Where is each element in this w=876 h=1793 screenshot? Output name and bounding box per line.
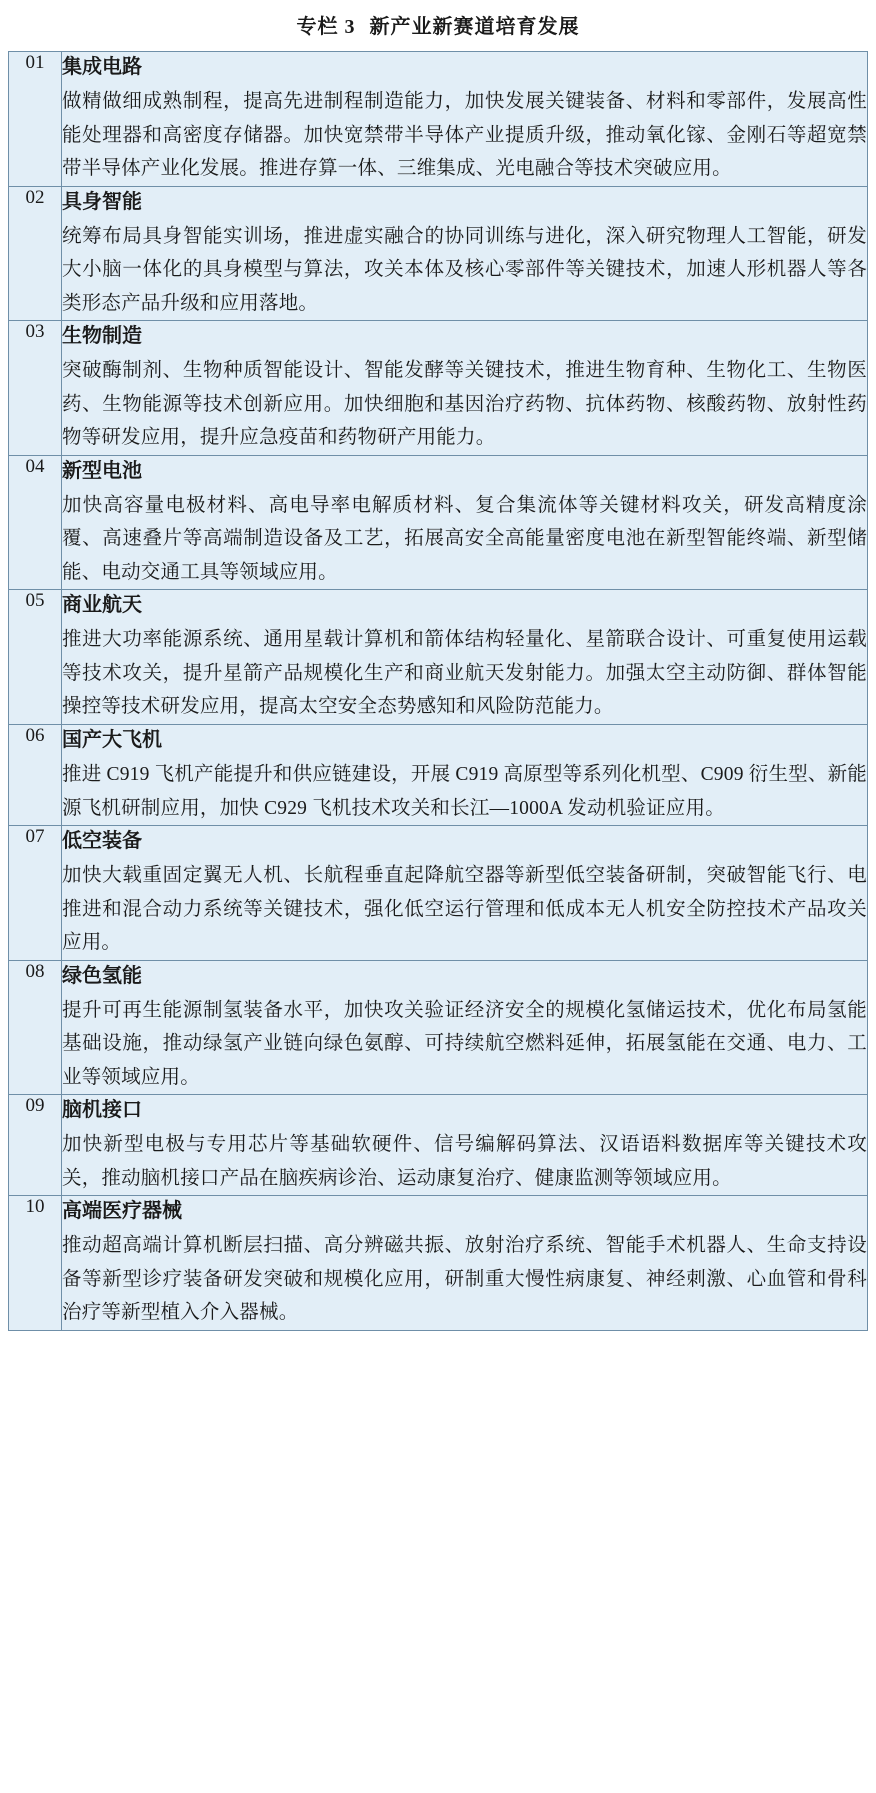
item-heading: 生物制造 <box>62 325 142 348</box>
item-heading: 新型电池 <box>62 459 142 482</box>
item-text: 推进大功率能源系统、通用星载计算机和箭体结构轻量化、星箭联合设计、可重复使用运载等技术攻关，提升星箭产品规模化生产和商业航天发射能力。加强太空主动防御、群体智能操控等技术研发应用，提高太空安全态势感知和风险防范能力。 <box>62 629 867 718</box>
table-row <box>9 724 868 825</box>
item-number: 04 <box>9 455 62 590</box>
item-body <box>62 826 868 961</box>
item-heading: 集成电路 <box>62 56 142 78</box>
item-body <box>62 1095 868 1196</box>
item-body <box>62 52 868 187</box>
box-title-text: 新产业新赛道培育发展 <box>369 16 580 38</box>
item-body <box>62 455 868 590</box>
item-body <box>62 590 868 725</box>
item-number: 05 <box>9 590 62 725</box>
item-text: 做精做细成熟制程，提高先进制程制造能力，加快发展关键装备、材料和零部件，发展高性能处理器和高密度存储器。加快宽禁带半导体产业提质升级，推动氧化镓、金刚石等超宽禁带半导体产业化发展。推进存算一体、三维集成、光电融合等技术突破应用。 <box>62 91 867 180</box>
item-body <box>62 186 868 321</box>
table-row <box>9 590 868 725</box>
item-text: 加快大载重固定翼无人机、长航程垂直起降航空器等新型低空装备研制，突破智能飞行、电推进和混合动力系统等关键技术，强化低空运行管理和低成本无人机安全防控技术产品攻关应用。 <box>62 865 867 954</box>
item-body <box>62 960 868 1095</box>
item-body <box>62 321 868 456</box>
page-title <box>0 0 876 51</box>
table-row <box>9 455 868 590</box>
table-row <box>9 826 868 961</box>
item-text: 统筹布局具身智能实训场，推进虚实融合的协同训练与进化，深入研究物理人工智能，研发大小脑一体化的具身模型与算法，攻关本体及核心零部件等关键技术，加速人形机器人等各类形态产品升级和应用落地。 <box>62 225 867 314</box>
item-heading: 绿色氢能 <box>62 964 142 987</box>
item-heading: 低空装备 <box>62 830 142 853</box>
item-body <box>62 724 868 825</box>
item-number: 02 <box>9 186 62 321</box>
table-row <box>9 960 868 1095</box>
item-heading: 高端医疗器械 <box>62 1200 182 1223</box>
item-number: 08 <box>9 960 62 1095</box>
item-number: 10 <box>9 1196 62 1331</box>
item-heading: 脑机接口 <box>62 1099 142 1122</box>
item-text: 加快新型电极与专用芯片等基础软硬件、信号编解码算法、汉语语料数据库等关键技术攻关，推动脑机接口产品在脑疾病诊治、运动康复治疗、健康监测等领域应用。 <box>62 1134 867 1189</box>
items-table <box>8 51 868 1331</box>
box-title-number: 专栏 3 <box>296 16 356 38</box>
table-row <box>9 1095 868 1196</box>
item-heading: 具身智能 <box>62 190 142 213</box>
item-number: 09 <box>9 1095 62 1196</box>
table-row <box>9 321 868 456</box>
item-number: 01 <box>9 52 62 187</box>
item-heading: 国产大飞机 <box>62 728 162 751</box>
item-text: 推进 C919 飞机产能提升和供应链建设，开展 C919 高原型等系列化机型、C909 衍生型、新能源飞机研制应用，加快 C929 飞机技术攻关和长江—1000A 发动机验证应用。 <box>62 763 867 819</box>
item-number: 07 <box>9 826 62 961</box>
item-body <box>62 1196 868 1331</box>
item-number: 03 <box>9 321 62 456</box>
table-row <box>9 1196 868 1331</box>
item-heading: 商业航天 <box>62 594 142 617</box>
item-text: 推动超高端计算机断层扫描、高分辨磁共振、放射治疗系统、智能手术机器人、生命支持设备等新型诊疗装备研发突破和规模化应用，研制重大慢性病康复、神经刺激、心血管和骨科治疗等新型植入介入器械。 <box>62 1235 867 1324</box>
table-row <box>9 52 868 187</box>
table-row <box>9 186 868 321</box>
item-text: 提升可再生能源制氢装备水平，加快攻关验证经济安全的规模化氢储运技术，优化布局氢能基础设施，推动绿氢产业链向绿色氨醇、可持续航空燃料延伸，拓展氢能在交通、电力、工业等领域应用。 <box>62 999 867 1088</box>
item-text: 加快高容量电极材料、高电导率电解质材料、复合集流体等关键材料攻关，研发高精度涂覆、高速叠片等高端制造设备及工艺，拓展高安全高能量密度电池在新型智能终端、新型储能、电动交通工具等领域应用。 <box>62 494 867 583</box>
item-text: 突破酶制剂、生物种质智能设计、智能发酵等关键技术，推进生物育种、生物化工、生物医药、生物能源等技术创新应用。加快细胞和基因治疗药物、抗体药物、核酸药物、放射性药物等研发应用，提升应急疫苗和药物研产用能力。 <box>62 360 867 449</box>
item-number: 06 <box>9 724 62 825</box>
